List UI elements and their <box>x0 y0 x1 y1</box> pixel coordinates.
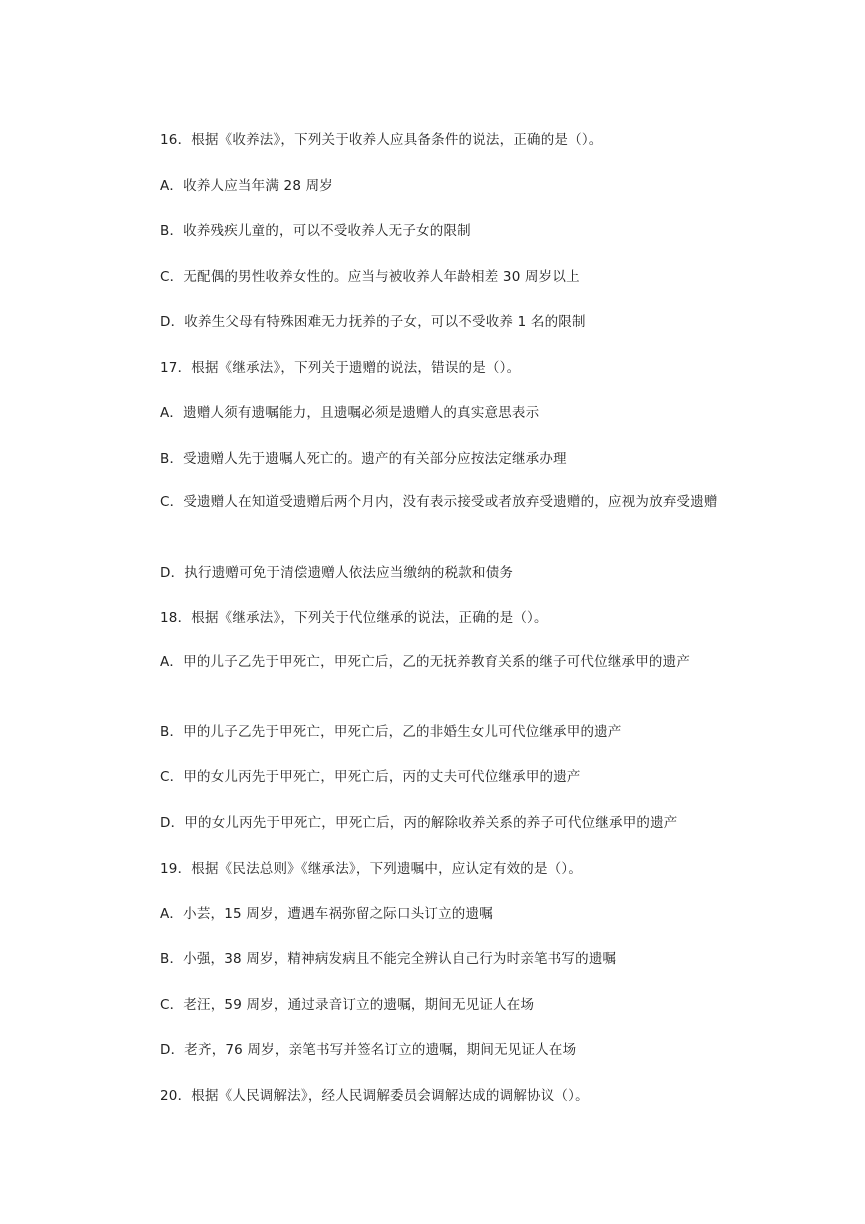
question-16-stem: 16．根据《收养法》，下列关于收养人应具备条件的说法，正确的是（）。 <box>160 132 603 148</box>
question-19-option-d: D．老齐，76 周岁，亲笔书写并签名订立的遗嘱，期间无见证人在场 <box>160 1042 577 1058</box>
question-19-option-a: A．小芸，15 周岁，遭遇车祸弥留之际口头订立的遗嘱 <box>160 906 493 922</box>
question-20-stem: 20．根据《人民调解法》，经人民调解委员会调解达成的调解协议（）。 <box>160 1088 589 1104</box>
question-17-option-d: D．执行遗赠可免于清偿遗赠人依法应当缴纳的税款和债务 <box>160 565 514 581</box>
question-18-option-d: D．甲的女儿丙先于甲死亡，甲死亡后，丙的解除收养关系的养子可代位继承甲的遗产 <box>160 815 678 831</box>
question-16-option-d: D．收养生父母有特殊困难无力抚养的子女，可以不受收养 1 名的限制 <box>160 314 586 330</box>
question-17-option-a: A．遗赠人须有遗嘱能力，且遗嘱必须是遗赠人的真实意思表示 <box>160 405 540 421</box>
question-16-option-b: B．收养残疾儿童的，可以不受收养人无子女的限制 <box>160 223 471 239</box>
question-16-option-c: C．无配偶的男性收养女性的。应当与被收养人年龄相差 30 周岁以上 <box>160 269 580 285</box>
question-19-option-b: B．小强，38 周岁，精神病发病且不能完全辨认自己行为时亲笔书写的遗嘱 <box>160 951 617 967</box>
question-17-option-c: C．受遗赠人在知道受遗赠后两个月内，没有表示接受或者放弃受遗赠的，应视为放弃受遗赠 <box>160 494 718 510</box>
question-19-option-c: C．老汪，59 周岁，通过录音订立的遗嘱，期间无见证人在场 <box>160 997 535 1013</box>
question-19-stem: 19．根据《民法总则》《继承法》，下列遗嘱中，应认定有效的是（）。 <box>160 861 583 877</box>
question-18-option-b: B．甲的儿子乙先于甲死亡，甲死亡后，乙的非婚生女儿可代位继承甲的遗产 <box>160 724 622 740</box>
question-17-stem: 17．根据《继承法》，下列关于遗赠的说法，错误的是（）。 <box>160 360 521 376</box>
question-16-option-a: A．收养人应当年满 28 周岁 <box>160 178 333 194</box>
question-17-option-b: B．受遗赠人先于遗嘱人死亡的。遗产的有关部分应按法定继承办理 <box>160 451 567 467</box>
question-18-stem: 18．根据《继承法》，下列关于代位继承的说法，正确的是（）。 <box>160 610 548 626</box>
question-18-option-a: A．甲的儿子乙先于甲死亡，甲死亡后，乙的无抚养教育关系的继子可代位继承甲的遗产 <box>160 654 691 670</box>
question-18-option-c: C．甲的女儿丙先于甲死亡，甲死亡后，丙的丈夫可代位继承甲的遗产 <box>160 769 581 785</box>
